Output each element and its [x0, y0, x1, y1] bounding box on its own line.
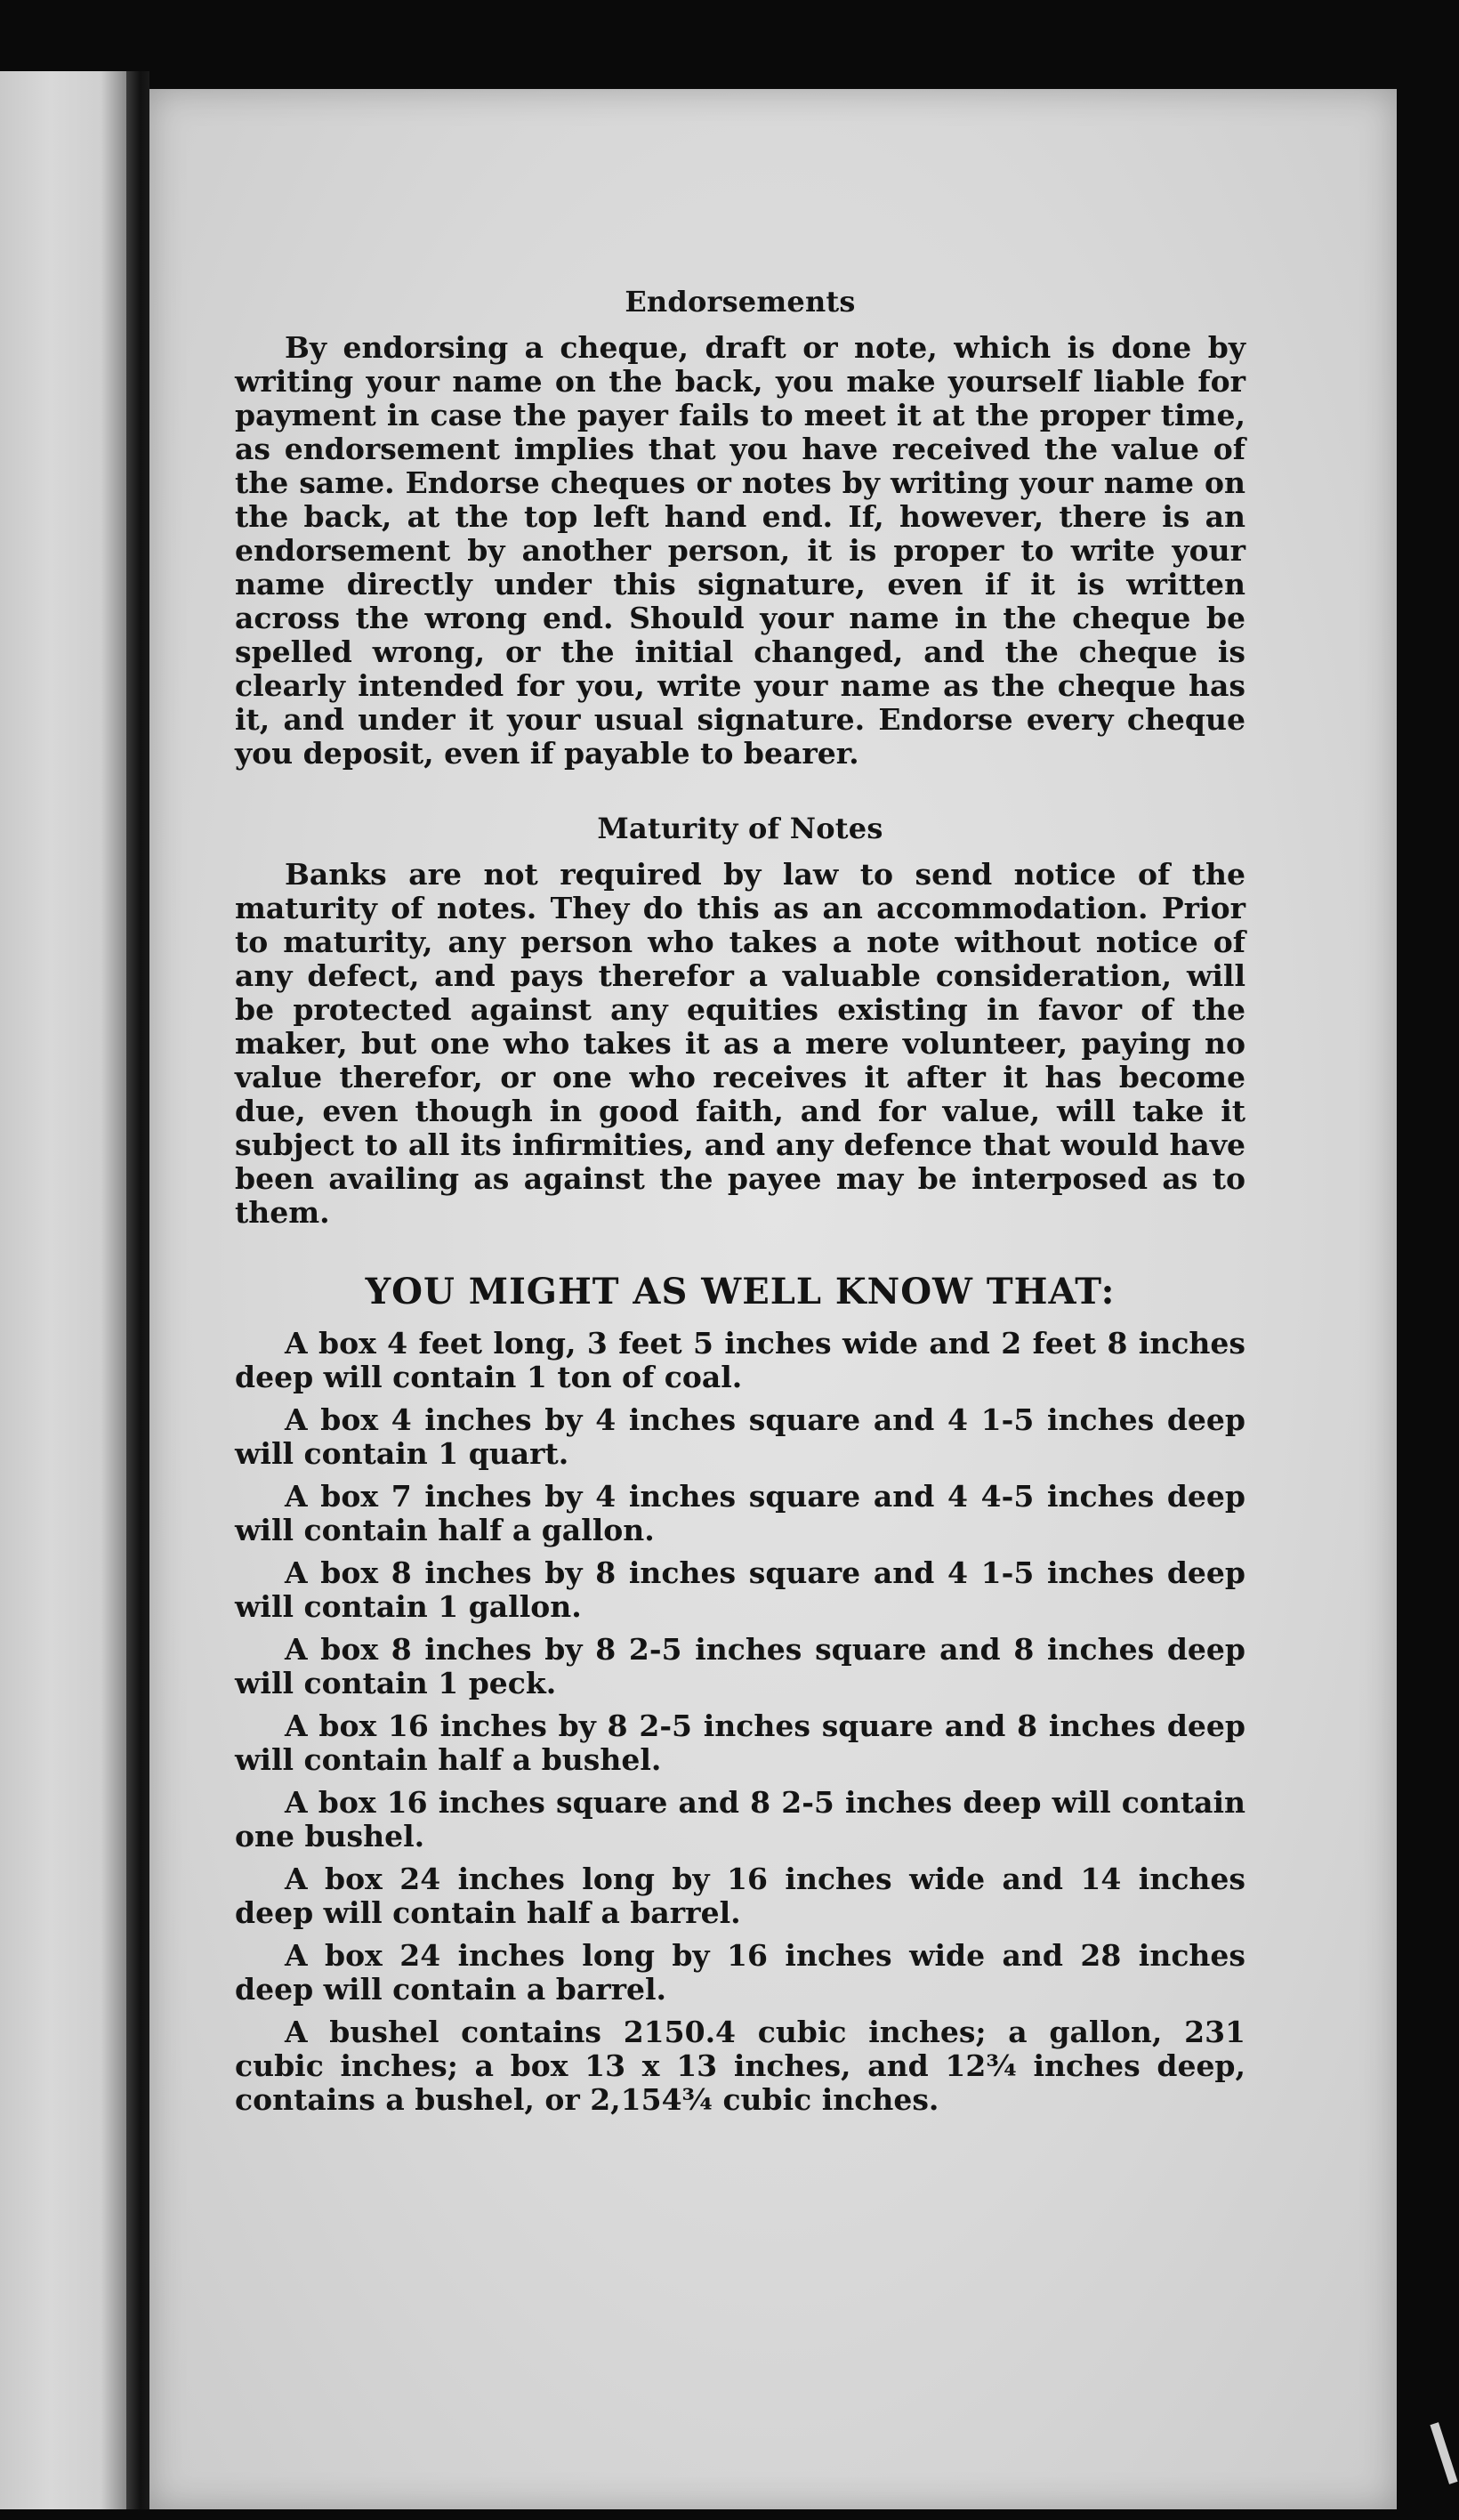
endorsements-heading: Endorsements	[625, 285, 856, 319]
facing-page-edge	[0, 71, 126, 2509]
endorsements-paragraph: By endorsing a cheque, draft or note, which is done by writing your name on the back, you make yourself liable for payment in case the payer fails to meet it at the proper time, as endorsement implies that you have received the value of the same. Endorse cheques or notes by writing your name on the back, at the top left hand end. If, however, there is an endorsement by another person, it is proper to write your name directly under this signature, even if it is written across the wrong end. Should your name in the cheque be spelled wrong, or the initial changed, and the cheque is clearly intended for you, write your name as the cheque has it, and under it your usual signature. Endorse every cheque you deposit, even if payable to bearer.	[235, 330, 1245, 771]
book-gutter	[126, 71, 149, 2509]
know-that-heading: YOU MIGHT AS WELL KNOW THAT:	[365, 1271, 1116, 1312]
fact-item: A bushel contains 2150.4 cubic inches; a gallon, 231 cubic inches; a box 13 x 13 inches, and 12¾ inches deep, contains a bushel, or 2,154¾ cubic inches.	[235, 2015, 1245, 2117]
fact-item: A box 8 inches by 8 inches square and 4 1-5 inches deep will contain 1 gallon.	[235, 1555, 1245, 1624]
fact-item: A box 4 inches by 4 inches square and 4 1-5 inches deep will contain 1 quart.	[235, 1402, 1245, 1471]
fact-item: A box 4 feet long, 3 feet 5 inches wide and 2 feet 8 inches deep will contain 1 ton of coal.	[235, 1326, 1245, 1394]
fact-item: A box 16 inches by 8 2-5 inches square and 8 inches deep will contain half a bushel.	[235, 1708, 1245, 1777]
fact-item: A box 8 inches by 8 2-5 inches square and 8 inches deep will contain 1 peck.	[235, 1632, 1245, 1700]
endorsements-section	[235, 285, 1245, 771]
maturity-heading: Maturity of Notes	[597, 812, 883, 845]
know-that-section	[235, 1271, 1245, 2117]
maturity-paragraph: Banks are not required by law to send notice of the maturity of notes. They do this as an accommodation. Prior to maturity, any person who takes a note without notice of any defect, and pays therefor a valuable consideration, will be protected against any equities existing in favor of the maker, but one who takes it as a mere volunteer, paying no value therefor, or one who receives it after it has become due, even though in good faith, and for value, will take it subject to all its infirmities, and any defence that would have been availing as against the payee may be interposed as to them.	[235, 857, 1245, 1230]
paper-edge-mark	[1430, 2422, 1457, 2484]
fact-item: A box 24 inches long by 16 inches wide and 28 inches deep will contain a barrel.	[235, 1938, 1245, 2007]
fact-item: A box 7 inches by 4 inches square and 4 4-5 inches deep will contain half a gallon.	[235, 1479, 1245, 1547]
maturity-section	[235, 812, 1245, 1230]
page	[149, 89, 1397, 2509]
page-content	[235, 285, 1245, 2158]
fact-item: A box 24 inches long by 16 inches wide and 14 inches deep will contain half a barrel.	[235, 1862, 1245, 1930]
fact-item: A box 16 inches square and 8 2-5 inches deep will contain one bushel.	[235, 1785, 1245, 1854]
